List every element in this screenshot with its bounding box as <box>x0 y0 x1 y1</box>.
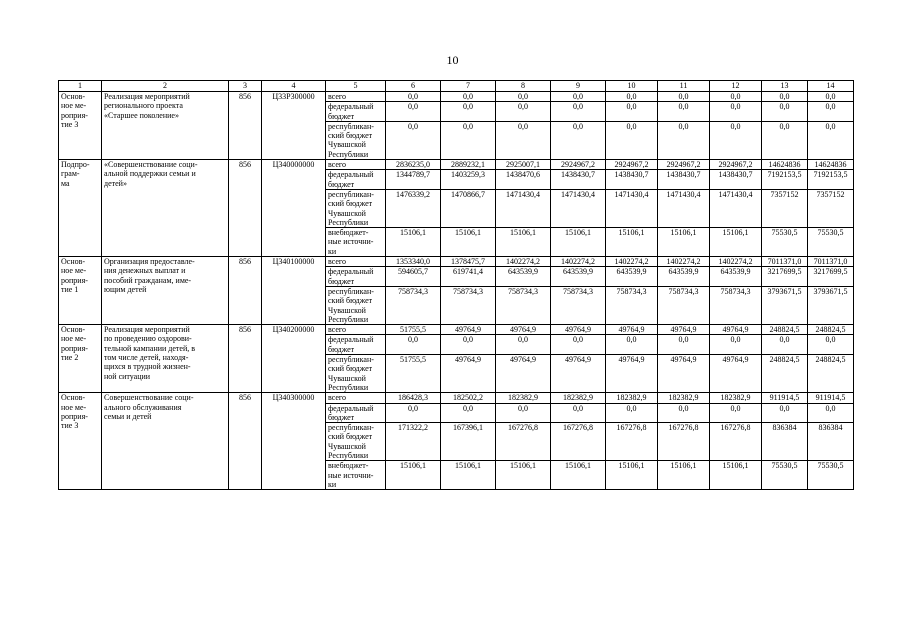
program-type-line: роприя- <box>61 343 88 353</box>
amount-cell: 0,0 <box>710 102 762 122</box>
funding-source-cell <box>326 423 386 461</box>
program-name-line: Совершенствование соци- <box>104 393 194 403</box>
program-type-cell <box>59 325 102 393</box>
amount-cell: 49764,9 <box>658 325 710 335</box>
funding-source-line: всего <box>328 160 347 170</box>
program-type-line: тие 3 <box>61 119 79 129</box>
amount-cell: 75530,5 <box>762 461 808 490</box>
amount-cell: 0,0 <box>551 102 606 122</box>
program-type-line: Подпро- <box>61 160 90 170</box>
amount-cell: 15106,1 <box>441 461 496 490</box>
amount-cell: 1403259,3 <box>441 170 496 190</box>
amount-cell: 0,0 <box>496 335 551 355</box>
amount-cell: 0,0 <box>551 403 606 423</box>
program-name-line: ной ситуации <box>104 371 151 381</box>
amount-cell: 643539,9 <box>606 267 658 287</box>
amount-cell: 0,0 <box>551 121 606 159</box>
funding-source-line: Республики <box>328 314 369 324</box>
header-cell: 2 <box>102 81 229 92</box>
amount-cell: 1438430,7 <box>606 170 658 190</box>
program-type-line: Основ- <box>61 393 86 403</box>
funding-source-line: ки <box>328 246 337 256</box>
budget-code-cell: Ц33Р300000 <box>262 92 326 160</box>
program-name-line: том числе детей, находя- <box>104 353 189 363</box>
table-row <box>59 257 854 267</box>
amount-cell: 7357152 <box>762 189 808 227</box>
amount-cell: 1353340,0 <box>386 257 441 267</box>
funding-source-line: ные источни- <box>328 237 374 247</box>
amount-cell: 182382,9 <box>496 393 551 403</box>
budget-code-cell: Ц340000000 <box>262 160 326 257</box>
program-name-line: ния денежных выплат и <box>104 266 186 276</box>
amount-cell: 0,0 <box>606 102 658 122</box>
funding-source-line: ский бюджет <box>328 296 373 306</box>
amount-cell: 2889232,1 <box>441 160 496 170</box>
program-type-line: ное ме- <box>61 334 87 344</box>
funding-source-line: республикан- <box>328 423 374 433</box>
amount-cell: 1402274,2 <box>551 257 606 267</box>
header-cell: 11 <box>658 81 710 92</box>
funding-source-line: всего <box>328 92 347 101</box>
funding-source-cell <box>326 393 386 403</box>
amount-cell: 15106,1 <box>551 461 606 490</box>
amount-cell: 0,0 <box>441 403 496 423</box>
program-type-cell <box>59 393 102 490</box>
amount-cell: 15106,1 <box>658 461 710 490</box>
amount-cell: 0,0 <box>606 403 658 423</box>
table-row <box>59 393 854 403</box>
amount-cell: 49764,9 <box>441 325 496 335</box>
program-name-line: ющим детей <box>104 284 147 294</box>
program-type-line: тие 3 <box>61 421 79 431</box>
amount-cell: 0,0 <box>658 403 710 423</box>
funding-source-line: всего <box>328 325 347 335</box>
amount-cell: 182502,2 <box>441 393 496 403</box>
funding-source-line: федеральный <box>328 267 374 277</box>
program-type-line: Основ- <box>61 325 86 335</box>
funding-source-line: федеральный <box>328 102 374 112</box>
amount-cell: 15106,1 <box>606 461 658 490</box>
funding-source-cell <box>326 170 386 190</box>
funding-source-cell <box>326 403 386 423</box>
program-type-cell <box>59 92 102 160</box>
funding-source-line: Чувашской <box>328 373 366 383</box>
table-row <box>59 325 854 335</box>
amount-cell: 0,0 <box>808 335 854 355</box>
amount-cell: 15106,1 <box>386 461 441 490</box>
amount-cell: 14624836 <box>762 160 808 170</box>
amount-cell: 758734,3 <box>606 286 658 324</box>
budget-code-cell: Ц340100000 <box>262 257 326 325</box>
amount-cell: 0,0 <box>386 403 441 423</box>
funding-source-cell <box>326 189 386 227</box>
program-name-line: щихся в трудной жизнен- <box>104 362 191 372</box>
amount-cell: 911914,5 <box>762 393 808 403</box>
funding-source-cell <box>326 355 386 393</box>
amount-cell: 15106,1 <box>496 461 551 490</box>
amount-cell: 75530,5 <box>808 461 854 490</box>
amount-cell: 1471430,4 <box>606 189 658 227</box>
amount-cell: 836384 <box>808 423 854 461</box>
amount-cell: 0,0 <box>762 102 808 122</box>
amount-cell: 75530,5 <box>762 228 808 257</box>
amount-cell: 49764,9 <box>496 355 551 393</box>
program-type-line: тие 1 <box>61 284 79 294</box>
amount-cell: 758734,3 <box>658 286 710 324</box>
funding-source-cell <box>326 461 386 490</box>
amount-cell: 182382,9 <box>710 393 762 403</box>
table-row <box>59 160 854 170</box>
funding-source-line: Республики <box>328 450 369 460</box>
amount-cell: 0,0 <box>386 92 441 102</box>
amount-cell: 1438470,6 <box>496 170 551 190</box>
funding-source-line: Чувашской <box>328 441 366 451</box>
amount-cell: 15106,1 <box>496 228 551 257</box>
amount-cell: 3793671,5 <box>762 286 808 324</box>
funding-source-line: ский бюджет <box>328 131 373 141</box>
amount-cell: 0,0 <box>808 92 854 102</box>
amount-cell: 3793671,5 <box>808 286 854 324</box>
funding-source-line: внебюджет- <box>328 461 369 471</box>
amount-cell: 182382,9 <box>551 393 606 403</box>
header-cell: 6 <box>386 81 441 92</box>
amount-cell: 167396,1 <box>441 423 496 461</box>
amount-cell: 167276,8 <box>551 423 606 461</box>
funding-source-line: республикан- <box>328 286 374 296</box>
funding-source-line: бюджет <box>328 179 355 189</box>
amount-cell: 0,0 <box>551 335 606 355</box>
amount-cell: 248824,5 <box>762 325 808 335</box>
amount-cell: 7357152 <box>808 189 854 227</box>
amount-cell: 167276,8 <box>710 423 762 461</box>
funding-source-line: Республики <box>328 217 369 227</box>
funding-source-line: Республики <box>328 382 369 392</box>
program-type-line: ное ме- <box>61 101 87 111</box>
amount-cell: 1402274,2 <box>710 257 762 267</box>
amount-cell: 3217699,5 <box>808 267 854 287</box>
header-cell: 4 <box>262 81 326 92</box>
amount-cell: 0,0 <box>496 92 551 102</box>
amount-cell: 1471430,4 <box>710 189 762 227</box>
funding-source-line: республикан- <box>328 355 374 365</box>
amount-cell: 182382,9 <box>606 393 658 403</box>
amount-cell: 2924967,2 <box>551 160 606 170</box>
amount-cell: 0,0 <box>606 335 658 355</box>
amount-cell: 0,0 <box>496 403 551 423</box>
amount-cell: 643539,9 <box>710 267 762 287</box>
program-name-line: семьи и детей <box>104 411 152 421</box>
page-number: 10 <box>446 53 459 67</box>
funding-source-cell <box>326 121 386 159</box>
funding-source-cell <box>326 267 386 287</box>
amount-cell: 15106,1 <box>441 228 496 257</box>
grbs-code-cell: 856 <box>229 257 262 325</box>
grbs-code-cell: 856 <box>229 393 262 490</box>
funding-source-line: Чувашской <box>328 208 366 218</box>
amount-cell: 49764,9 <box>658 355 710 393</box>
amount-cell: 758734,3 <box>551 286 606 324</box>
amount-cell: 0,0 <box>710 335 762 355</box>
program-name-line: детей» <box>104 178 127 188</box>
funding-source-line: ки <box>328 479 337 489</box>
funding-source-line: ский бюджет <box>328 364 373 374</box>
amount-cell: 1402274,2 <box>658 257 710 267</box>
amount-cell: 7192153,5 <box>808 170 854 190</box>
amount-cell: 0,0 <box>386 335 441 355</box>
program-name-line: тельной кампании детей, в <box>104 343 196 353</box>
amount-cell: 49764,9 <box>551 355 606 393</box>
funding-source-line: Чувашской <box>328 140 366 150</box>
amount-cell: 1378475,7 <box>441 257 496 267</box>
amount-cell: 248824,5 <box>762 355 808 393</box>
amount-cell: 0,0 <box>762 92 808 102</box>
amount-cell: 171322,2 <box>386 423 441 461</box>
program-name-line: регионального проекта <box>104 101 183 111</box>
amount-cell: 15106,1 <box>386 228 441 257</box>
amount-cell: 186428,3 <box>386 393 441 403</box>
amount-cell: 15106,1 <box>658 228 710 257</box>
amount-cell: 0,0 <box>386 102 441 122</box>
program-name-line: Реализация мероприятий <box>104 325 190 335</box>
amount-cell: 0,0 <box>496 102 551 122</box>
amount-cell: 49764,9 <box>710 325 762 335</box>
amount-cell: 0,0 <box>808 121 854 159</box>
amount-cell: 0,0 <box>762 121 808 159</box>
program-name-cell <box>102 257 229 325</box>
amount-cell: 0,0 <box>441 102 496 122</box>
amount-cell: 1471430,4 <box>496 189 551 227</box>
amount-cell: 15106,1 <box>710 461 762 490</box>
amount-cell: 1438430,7 <box>710 170 762 190</box>
amount-cell: 0,0 <box>710 403 762 423</box>
amount-cell: 911914,5 <box>808 393 854 403</box>
amount-cell: 758734,3 <box>386 286 441 324</box>
amount-cell: 1402274,2 <box>606 257 658 267</box>
amount-cell: 0,0 <box>808 102 854 122</box>
program-name-cell <box>102 325 229 393</box>
program-name-cell <box>102 160 229 257</box>
funding-source-cell <box>326 102 386 122</box>
header-cell: 13 <box>762 81 808 92</box>
amount-cell: 15106,1 <box>551 228 606 257</box>
budget-code-cell: Ц340200000 <box>262 325 326 393</box>
amount-cell: 2924967,2 <box>710 160 762 170</box>
funding-source-cell <box>326 335 386 355</box>
amount-cell: 758734,3 <box>496 286 551 324</box>
funding-source-cell <box>326 228 386 257</box>
amount-cell: 0,0 <box>441 92 496 102</box>
amount-cell: 619741,4 <box>441 267 496 287</box>
amount-cell: 0,0 <box>658 102 710 122</box>
funding-source-line: внебюджет- <box>328 228 369 238</box>
funding-source-line: бюджет <box>328 111 355 121</box>
amount-cell: 0,0 <box>606 121 658 159</box>
budget-code-cell: Ц340300000 <box>262 393 326 490</box>
amount-cell: 643539,9 <box>496 267 551 287</box>
program-type-line: Основ- <box>61 257 86 267</box>
header-cell: 1 <box>59 81 102 92</box>
program-type-line: роприя- <box>61 411 88 421</box>
funding-source-cell <box>326 160 386 170</box>
amount-cell: 0,0 <box>441 335 496 355</box>
funding-source-line: федеральный <box>328 403 374 413</box>
amount-cell: 0,0 <box>808 403 854 423</box>
program-type-line: роприя- <box>61 110 88 120</box>
amount-cell: 248824,5 <box>808 355 854 393</box>
amount-cell: 49764,9 <box>441 355 496 393</box>
program-type-line: Основ- <box>61 92 86 101</box>
amount-cell: 1470866,7 <box>441 189 496 227</box>
amount-cell: 167276,8 <box>606 423 658 461</box>
header-cell: 7 <box>441 81 496 92</box>
table-row <box>59 92 854 102</box>
amount-cell: 49764,9 <box>551 325 606 335</box>
funding-source-line: Республики <box>328 149 369 159</box>
amount-cell: 0,0 <box>762 335 808 355</box>
amount-cell: 0,0 <box>710 92 762 102</box>
amount-cell: 167276,8 <box>658 423 710 461</box>
program-name-line: Реализация мероприятий <box>104 92 190 101</box>
grbs-code-cell: 856 <box>229 325 262 393</box>
funding-source-line: федеральный <box>328 170 374 180</box>
amount-cell: 0,0 <box>496 121 551 159</box>
amount-cell: 0,0 <box>551 92 606 102</box>
funding-source-line: бюджет <box>328 276 355 286</box>
funding-source-line: федеральный <box>328 335 374 345</box>
funding-source-line: Чувашской <box>328 305 366 315</box>
amount-cell: 836384 <box>762 423 808 461</box>
header-cell: 8 <box>496 81 551 92</box>
amount-cell: 182382,9 <box>658 393 710 403</box>
amount-cell: 0,0 <box>710 121 762 159</box>
amount-cell: 643539,9 <box>551 267 606 287</box>
amount-cell: 0,0 <box>658 92 710 102</box>
program-type-line: ное ме- <box>61 402 87 412</box>
amount-cell: 0,0 <box>386 121 441 159</box>
funding-source-line: всего <box>328 257 347 267</box>
amount-cell: 0,0 <box>606 92 658 102</box>
amount-cell: 1471430,4 <box>551 189 606 227</box>
program-type-cell <box>59 257 102 325</box>
amount-cell: 14624836 <box>808 160 854 170</box>
amount-cell: 2924967,2 <box>658 160 710 170</box>
amount-cell: 758734,3 <box>441 286 496 324</box>
program-name-line: «Старшее поколение» <box>104 110 179 120</box>
amount-cell: 7011371,0 <box>762 257 808 267</box>
header-cell: 3 <box>229 81 262 92</box>
program-type-line: грам- <box>61 169 80 179</box>
amount-cell: 167276,8 <box>496 423 551 461</box>
amount-cell: 0,0 <box>658 121 710 159</box>
program-name-line: «Совершенствование соци- <box>104 160 198 170</box>
program-type-cell <box>59 160 102 257</box>
grbs-code-cell: 856 <box>229 92 262 160</box>
funding-source-line: бюджет <box>328 412 355 422</box>
funding-source-cell <box>326 325 386 335</box>
amount-cell: 0,0 <box>441 121 496 159</box>
header-cell: 14 <box>808 81 854 92</box>
amount-cell: 0,0 <box>762 403 808 423</box>
amount-cell: 49764,9 <box>606 325 658 335</box>
program-name-cell <box>102 393 229 490</box>
funding-source-cell <box>326 92 386 102</box>
program-name-line: Организация предоставле- <box>104 257 195 267</box>
header-row <box>59 81 854 92</box>
funding-source-line: республикан- <box>328 189 374 199</box>
amount-cell: 1471430,4 <box>658 189 710 227</box>
header-cell: 5 <box>326 81 386 92</box>
amount-cell: 0,0 <box>658 335 710 355</box>
funding-source-line: всего <box>328 393 347 403</box>
amount-cell: 2836235,0 <box>386 160 441 170</box>
amount-cell: 49764,9 <box>606 355 658 393</box>
program-type-line: тие 2 <box>61 353 79 363</box>
program-name-line: альной поддержки семьи и <box>104 169 196 179</box>
funding-source-line: бюджет <box>328 344 355 354</box>
amount-cell: 49764,9 <box>496 325 551 335</box>
program-type-line: ма <box>61 178 70 188</box>
amount-cell: 2924967,2 <box>606 160 658 170</box>
amount-cell: 51755,5 <box>386 325 441 335</box>
amount-cell: 7011371,0 <box>808 257 854 267</box>
header-cell: 12 <box>710 81 762 92</box>
program-type-line: роприя- <box>61 275 88 285</box>
amount-cell: 7192153,5 <box>762 170 808 190</box>
header-cell: 10 <box>606 81 658 92</box>
amount-cell: 1344789,7 <box>386 170 441 190</box>
program-type-line: ное ме- <box>61 266 87 276</box>
amount-cell: 15106,1 <box>606 228 658 257</box>
funding-source-cell <box>326 286 386 324</box>
amount-cell: 1476339,2 <box>386 189 441 227</box>
budget-table <box>58 80 854 490</box>
funding-source-line: ский бюджет <box>328 432 373 442</box>
amount-cell: 248824,5 <box>808 325 854 335</box>
amount-cell: 1438430,7 <box>658 170 710 190</box>
funding-source-line: ский бюджет <box>328 199 373 209</box>
amount-cell: 49764,9 <box>710 355 762 393</box>
amount-cell: 1402274,2 <box>496 257 551 267</box>
amount-cell: 51755,5 <box>386 355 441 393</box>
amount-cell: 758734,3 <box>710 286 762 324</box>
amount-cell: 75530,5 <box>808 228 854 257</box>
amount-cell: 594605,7 <box>386 267 441 287</box>
grbs-code-cell: 856 <box>229 160 262 257</box>
amount-cell: 3217699,5 <box>762 267 808 287</box>
program-name-cell <box>102 92 229 160</box>
amount-cell: 1438430,7 <box>551 170 606 190</box>
header-cell: 9 <box>551 81 606 92</box>
program-name-line: пособий гражданам, име- <box>104 275 192 285</box>
amount-cell: 15106,1 <box>710 228 762 257</box>
funding-source-line: республикан- <box>328 121 374 131</box>
amount-cell: 643539,9 <box>658 267 710 287</box>
program-name-line: по проведению оздорови- <box>104 334 192 344</box>
amount-cell: 2925007,1 <box>496 160 551 170</box>
funding-source-cell <box>326 257 386 267</box>
funding-source-line: ные источни- <box>328 470 374 480</box>
program-name-line: ального обслуживания <box>104 402 182 412</box>
